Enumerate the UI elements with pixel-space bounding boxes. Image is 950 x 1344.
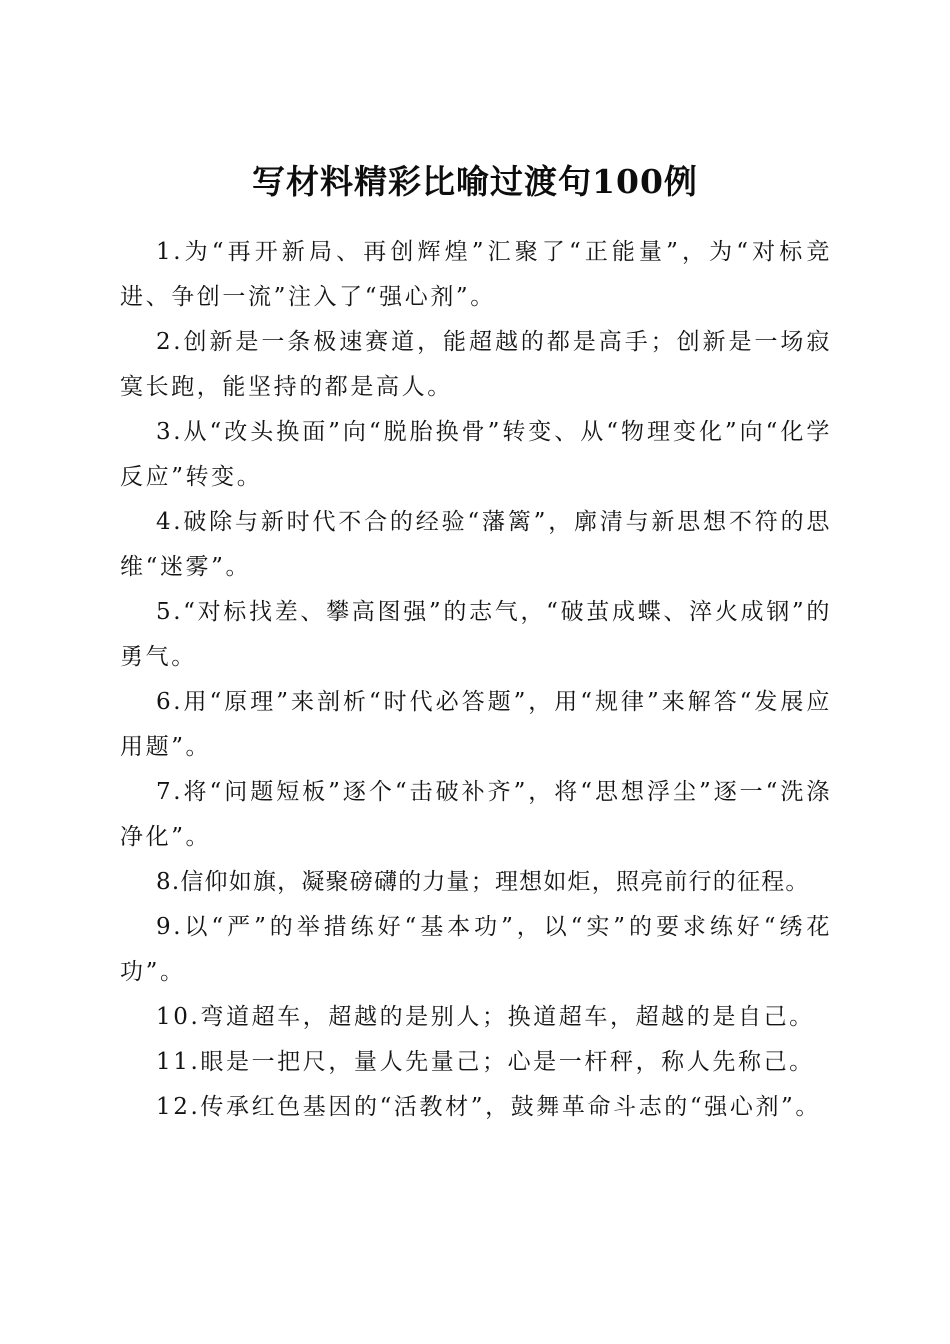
list-item: 8.信仰如旗，凝聚磅礴的力量；理想如炬，照亮前行的征程。: [156, 869, 810, 895]
list-item: 2.创新是一条极速赛道，能超越的都是高手；创新是一场寂寞长跑，能坚持的都是高人。: [120, 329, 832, 400]
list-item: 9.以“严”的举措练好“基本功”，以“实”的要求练好“绣花功”。: [120, 914, 832, 985]
document-title: 写材料精彩比喻过渡句100例: [252, 162, 698, 202]
list-item: 4.破除与新时代不合的经验“藩篱”，廓清与新思想不符的思维“迷雾”。: [120, 509, 832, 580]
list-item: 6.用“原理”来剖析“时代必答题”，用“规律”来解答“发展应用题”。: [120, 689, 832, 760]
list-item: 5.“对标找差、攀高图强”的志气，“破茧成蝶、淬火成钢”的勇气。: [120, 599, 832, 670]
document-body: [120, 230, 832, 1130]
list-item: 10.弯道超车，超越的是别人；换道超车，超越的是自己。: [156, 1004, 815, 1030]
list-item: 1.为“再开新局、再创辉煌”汇聚了“正能量”，为“对标竞进、争创一流”注入了“强心剂”。: [120, 239, 832, 310]
list-item: 3.从“改头换面”向“脱胎换骨”转变、从“物理变化”向“化学反应”转变。: [120, 419, 832, 490]
list-item: 7.将“问题短板”逐个“击破补齐”，将“思想浮尘”逐一“洗涤净化”。: [120, 779, 832, 850]
list-item: 12.传承红色基因的“活教材”，鼓舞革命斗志的“强心剂”。: [156, 1094, 822, 1120]
list-item: 11.眼是一把尺，量人先量己；心是一杆秤，称人先称己。: [156, 1049, 815, 1075]
